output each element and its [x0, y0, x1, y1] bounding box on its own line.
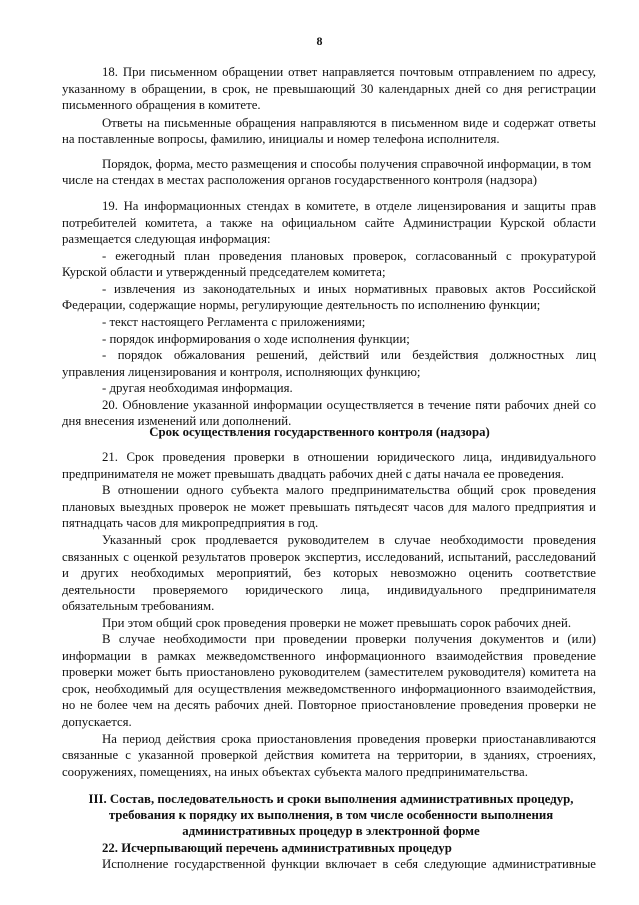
suspension-line-3: проверки может быть приостановлено руководителем (заместителем руководителя) комитета на	[62, 665, 596, 679]
paragraph-19-line-1: 19. На информационных стендах в комитете, в отделе лицензирования и защиты прав	[102, 199, 596, 213]
extension-line-3: и других необходимых мероприятий, без которых невозможно оценить соответствие	[62, 566, 596, 580]
control-period-heading: Срок осуществления государственного контроля (надзора)	[149, 425, 490, 439]
section-3-heading-line-1: III. Состав, последовательность и сроки выполнения административных процедур,	[88, 792, 574, 806]
list-item-regulation-text: - текст настоящего Регламента с приложениями;	[102, 315, 366, 329]
list-item-plan-line-2: Курской области и утвержденный председателем комитета;	[62, 265, 386, 279]
small-business-line-2: плановых выездных проверок не может превышать пятьдесят часов для малого предприятия и	[62, 500, 596, 514]
reference-info-heading-line-2: числе на стендах в местах расположения органов государственного контроля (надзора)	[62, 173, 537, 187]
suspension-line-4: срок, необходимый для осуществления межведомственного информационного взаимодействия,	[62, 682, 596, 696]
list-item-appeal-line-1: - порядок обжалования решений, действий или бездействия должностных лиц	[102, 348, 596, 362]
suspension-period-line-3: сооружениях, помещениях, на иных объектах субъекта малого предпринимательства.	[62, 765, 528, 779]
suspension-line-5: но не более чем на десять рабочих дней. Повторное приостановление проведения проверки не	[62, 698, 596, 712]
suspension-period-line-1: На период действия срока приостановления проведения проверки приостанавливаются	[102, 732, 596, 746]
extension-line-5: обязательным требованиям.	[62, 599, 215, 613]
suspension-line-2: информации в рамках межведомственного информационного взаимодействия проведение	[62, 649, 596, 663]
paragraph-20-line-1: 20. Обновление указанной информации осуществляется в течение пяти рабочих дней со	[102, 398, 596, 412]
answers-line-1: Ответы на письменные обращения направляются в письменном виде и содержат ответы	[102, 116, 596, 130]
list-item-extracts-line-2: Федерации, содержащие нормы, регулирующие деятельность по исполнению функции;	[62, 298, 541, 312]
extension-line-4: деятельности проверяемого юридического лица, индивидуального предпринимателя	[62, 583, 596, 597]
suspension-line-1: В случае необходимости при проведении проверки получения документов и (или)	[102, 632, 596, 646]
section-3-heading-line-3: административных процедур в электронной форме	[182, 824, 480, 838]
paragraph-18-line-2: указанному в обращении, в срок, не превышающий 30 календарных дней со дня регистрации	[62, 82, 596, 96]
small-business-line-1: В отношении одного субъекта малого предпринимательства общий срок проведения	[102, 483, 596, 497]
paragraph-21-line-2: предпринимателя не может превышать двадцать рабочих дней с даты начала ее проведения.	[62, 467, 564, 481]
list-item-other: - другая необходимая информация.	[102, 381, 293, 395]
section-3-heading-line-2: требования к порядку их выполнения, в том числе особенности выполнения	[108, 808, 554, 822]
paragraph-19-line-3: размещается следующая информация:	[62, 232, 271, 246]
paragraph-20-line-2: дня внесения изменений или дополнений.	[62, 414, 292, 428]
item-22-heading: 22. Исчерпывающий перечень административных процедур	[102, 841, 452, 855]
paragraph-21-line-1: 21. Срок проведения проверки в отношении юридического лица, индивидуального	[102, 450, 596, 464]
paragraph-19-line-2: потребителей комитета, а также на официальном сайте Администрации Курской области	[62, 216, 596, 230]
small-business-line-3: пятнадцать часов для микропредприятия в год.	[62, 516, 319, 530]
paragraph-18-line-3: письменного обращения в комитете.	[62, 98, 261, 112]
page-number: 8	[316, 34, 323, 48]
total-period-line: При этом общий срок проведения проверки не может превышать сорок рабочих дней.	[102, 616, 572, 630]
list-item-informing: - порядок информирования о ходе исполнения функции;	[102, 332, 410, 346]
suspension-line-6: допускается.	[62, 715, 132, 729]
extension-line-1: Указанный срок продлевается руководителем в случае необходимости проведения	[102, 533, 596, 547]
list-item-plan-line-1: - ежегодный план проведения плановых проверок, согласованный с прокуратурой	[102, 249, 596, 263]
suspension-period-line-2: связанные с указанной проверкой действия комитета на территории, в зданиях, строениях,	[62, 748, 596, 762]
final-line: Исполнение государственной функции включает в себя следующие административные	[102, 857, 596, 871]
extension-line-2: связанных с оценкой результатов проверок экспертиз, исследований, испытаний, расследований	[62, 550, 596, 564]
reference-info-heading-line-1: Порядок, форма, место размещения и способы получения справочной информации, в том	[102, 157, 592, 171]
answers-line-2: на поставленные вопросы, фамилию, инициалы и номер телефона исполнителя.	[62, 132, 500, 146]
paragraph-18-line-1: 18. При письменном обращении ответ направляется почтовым отправлением по адресу,	[102, 65, 596, 79]
list-item-appeal-line-2: управления лицензирования и контроля, исполняющих функцию;	[62, 365, 421, 379]
list-item-extracts-line-1: - извлечения из законодательных и иных нормативных правовых актов Российской	[102, 282, 596, 296]
